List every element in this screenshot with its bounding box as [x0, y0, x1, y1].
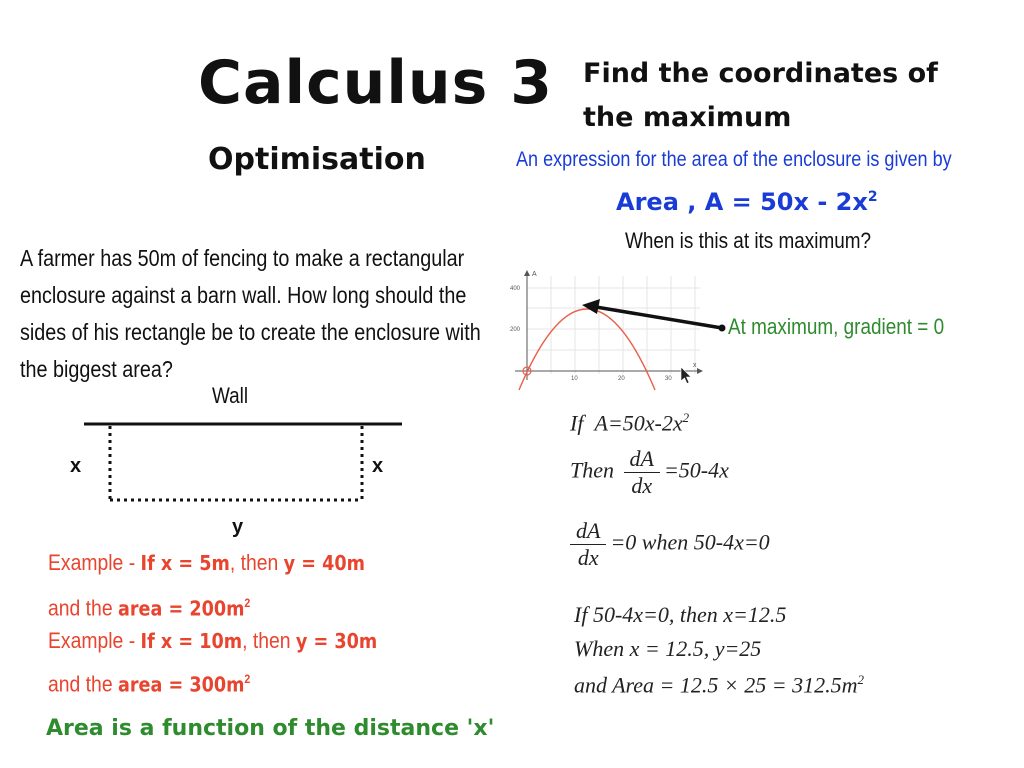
- example-2-if: If x = 10m: [140, 629, 243, 653]
- graph-y-axis-label: A: [532, 271, 537, 278]
- derivative-fraction-1: [624, 446, 660, 499]
- example-2-sup: 2: [244, 672, 251, 686]
- gradient-note: At maximum, gradient = 0: [728, 314, 945, 339]
- example-2-line2-prefix: and the: [48, 671, 118, 697]
- example-2-prefix: Example -: [48, 628, 141, 653]
- math-line-6-sup: 2: [857, 672, 864, 687]
- fraction-2-denominator: dx: [577, 545, 599, 570]
- math-line-1-if: If: [570, 410, 584, 436]
- x-label-left: x: [70, 455, 82, 477]
- cursor-icon: [681, 367, 691, 384]
- example-2-y: y = 30m: [295, 629, 378, 653]
- example-1-if: If x = 5m: [140, 551, 230, 575]
- example-2-line-1: [48, 626, 377, 656]
- graph-x-axis-label: x: [693, 362, 697, 369]
- derivative-fraction-2: [570, 518, 606, 571]
- example-1-prefix: Example -: [48, 550, 141, 575]
- x-label-right: x: [372, 455, 384, 477]
- x-tick-10: 10: [571, 376, 578, 382]
- math-line-1: [570, 410, 689, 436]
- pointer-dot: [719, 325, 726, 332]
- function-note: Area is a function of the distance 'x': [46, 716, 495, 741]
- x-axis-arrow-icon: [697, 368, 703, 374]
- y-tick-200: 200: [510, 327, 521, 333]
- expression-intro: An expression for the area of the enclosure is given by: [516, 148, 952, 171]
- problem-text: A farmer has 50m of fencing to make a rectangular enclosure against a barn wall. How long should the sides of his rectangle be to create the enclosure with the biggest area?: [20, 245, 481, 382]
- page-title: Calculus 3: [198, 48, 553, 118]
- when-question: When is this at its maximum?: [625, 228, 872, 253]
- y-axis-arrow-icon: [524, 270, 530, 276]
- math-line-4: If 50-4x=0, then x=12.5: [574, 602, 787, 627]
- example-2-mid: , then: [242, 628, 296, 653]
- fraction-2-numerator: dA: [570, 518, 606, 545]
- find-heading: [583, 52, 938, 140]
- wall-label: Wall: [212, 383, 249, 408]
- example-1-sup: 2: [244, 596, 251, 610]
- area-formula-text: Area , A = 50x - 2x: [616, 188, 868, 216]
- example-1-line-1: [48, 548, 365, 578]
- example-1-area: area = 200m: [117, 596, 245, 621]
- math-line-6-text: and Area = 12.5 × 25 = 312.5m: [574, 672, 858, 698]
- x-tick-20: 20: [618, 376, 625, 382]
- pointer-arrowhead-icon: [582, 299, 600, 314]
- example-1-line-2: [48, 588, 250, 623]
- fence-diagram: [80, 416, 410, 506]
- area-formula-sup: 2: [867, 189, 878, 205]
- max-pointer-arrow: [570, 295, 730, 335]
- area-formula: [616, 188, 878, 216]
- math-line-1-sup: 2: [682, 410, 690, 425]
- math-line-5: When x = 12.5, y=25: [574, 636, 762, 661]
- math-line-2-then: Then: [570, 457, 614, 483]
- page-subtitle: Optimisation: [208, 142, 426, 177]
- y-label: y: [232, 516, 244, 538]
- example-2-line-2: [48, 664, 250, 699]
- math-line-2-rhs: =50-4x: [663, 457, 729, 483]
- example-1-mid: , then: [229, 550, 284, 575]
- fraction-1-numerator: dA: [624, 446, 660, 473]
- math-line-6: [574, 672, 864, 698]
- find-heading-line-2: the maximum: [583, 102, 792, 133]
- example-1-line2-prefix: and the: [48, 595, 118, 621]
- math-line-3-rhs: =0 when 50-4x=0: [610, 529, 770, 555]
- example-1-y: y = 40m: [283, 551, 365, 575]
- x-tick-30: 30: [665, 376, 672, 382]
- fraction-1-denominator: dx: [631, 473, 653, 498]
- find-heading-line-1: Find the coordinates of: [583, 58, 938, 89]
- math-line-3: [570, 518, 770, 571]
- math-line-1-expr: A=50x-2x: [594, 410, 683, 436]
- y-tick-400: 400: [510, 286, 521, 292]
- example-2-area: area = 300m: [117, 672, 245, 697]
- math-line-2: [570, 446, 729, 499]
